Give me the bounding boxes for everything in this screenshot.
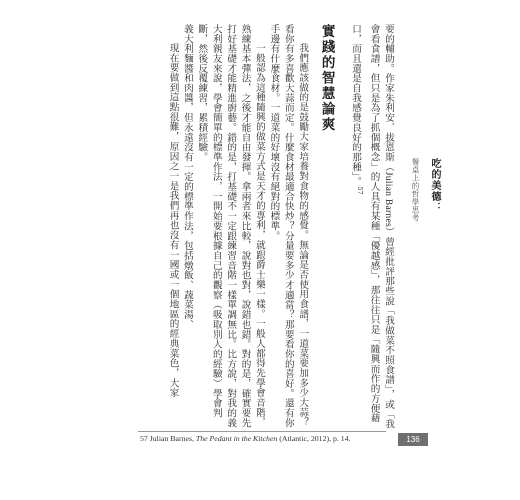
paragraph: 一般認為這種隨興的做菜方式是天才的專利，就跟爵士樂一樣。一般人都得先學會音階，熟練基本彈法，之後才能自由發揮。拿兩者來比較，說對也對，說錯也錯。對的是，確實要先打好基礎才能精進廚藝。錯的是，打基礎不一定跟練習音階一樣單調無比。比方說，對我的義大利親友來說，學會簡單的標準作法，一開始要根據自己的觀察（吸取別人的經驗）學會判斷，然後反覆練習，累積經驗。 bbox=[196, 24, 265, 428]
footnote-author: Julian Barnes, bbox=[149, 434, 194, 443]
body-text bbox=[125, 24, 395, 432]
paragraph: 義大利麵醬和肉醬，但永遠沒有一定的標準作法，包括燉飯、蔬菜湯、 bbox=[181, 24, 193, 330]
paragraph: 要的輔助。作家朱利安．拔恩斯（Julian Barnes）曾經批評那些說「我做菜不照食譜」，或「我會看食譜，但只是為了抓個概念」的人具有某種「優越感」，那往往只是「隨興而作的方便藉口，而且還是自我感覺良好的那種」。$^{57}$ bbox=[350, 24, 394, 430]
paragraph: 我們應該做的是鼓勵大家培養對食物的感覺。無論是否使用食譜，一道菜要加多少大蒜？看你有多喜歡大蒜而定。什麼食材最適合快炒？分量要多少才適當？那要看你的喜好。還有你手邊有什麼食材。一道菜的好壞沒有絕對的標準。 bbox=[268, 24, 309, 428]
paragraph: 現在要做到這點很難，原因之一是我們再也沒有一國或一個地區的經典菜色，大家 bbox=[167, 43, 179, 398]
running-header-title: 吃的美德： bbox=[429, 158, 440, 213]
footnote bbox=[140, 434, 351, 443]
footnote-details: (Atlantic, 2012), p. 14. bbox=[279, 434, 351, 443]
author-name: Julian Barnes bbox=[383, 171, 394, 227]
running-header bbox=[406, 158, 444, 222]
footnote-ref: 57 bbox=[356, 186, 364, 195]
section-heading: 實踐的智慧論爽 bbox=[318, 24, 335, 133]
footnote-work-title: The Pedant in the Kitchen bbox=[195, 434, 278, 443]
page-number: 136 bbox=[398, 433, 428, 446]
footnote-number: 57 bbox=[140, 434, 148, 443]
footnote-divider bbox=[138, 431, 386, 432]
running-header-subtitle: 餐桌上的哲學思考 bbox=[411, 158, 420, 222]
